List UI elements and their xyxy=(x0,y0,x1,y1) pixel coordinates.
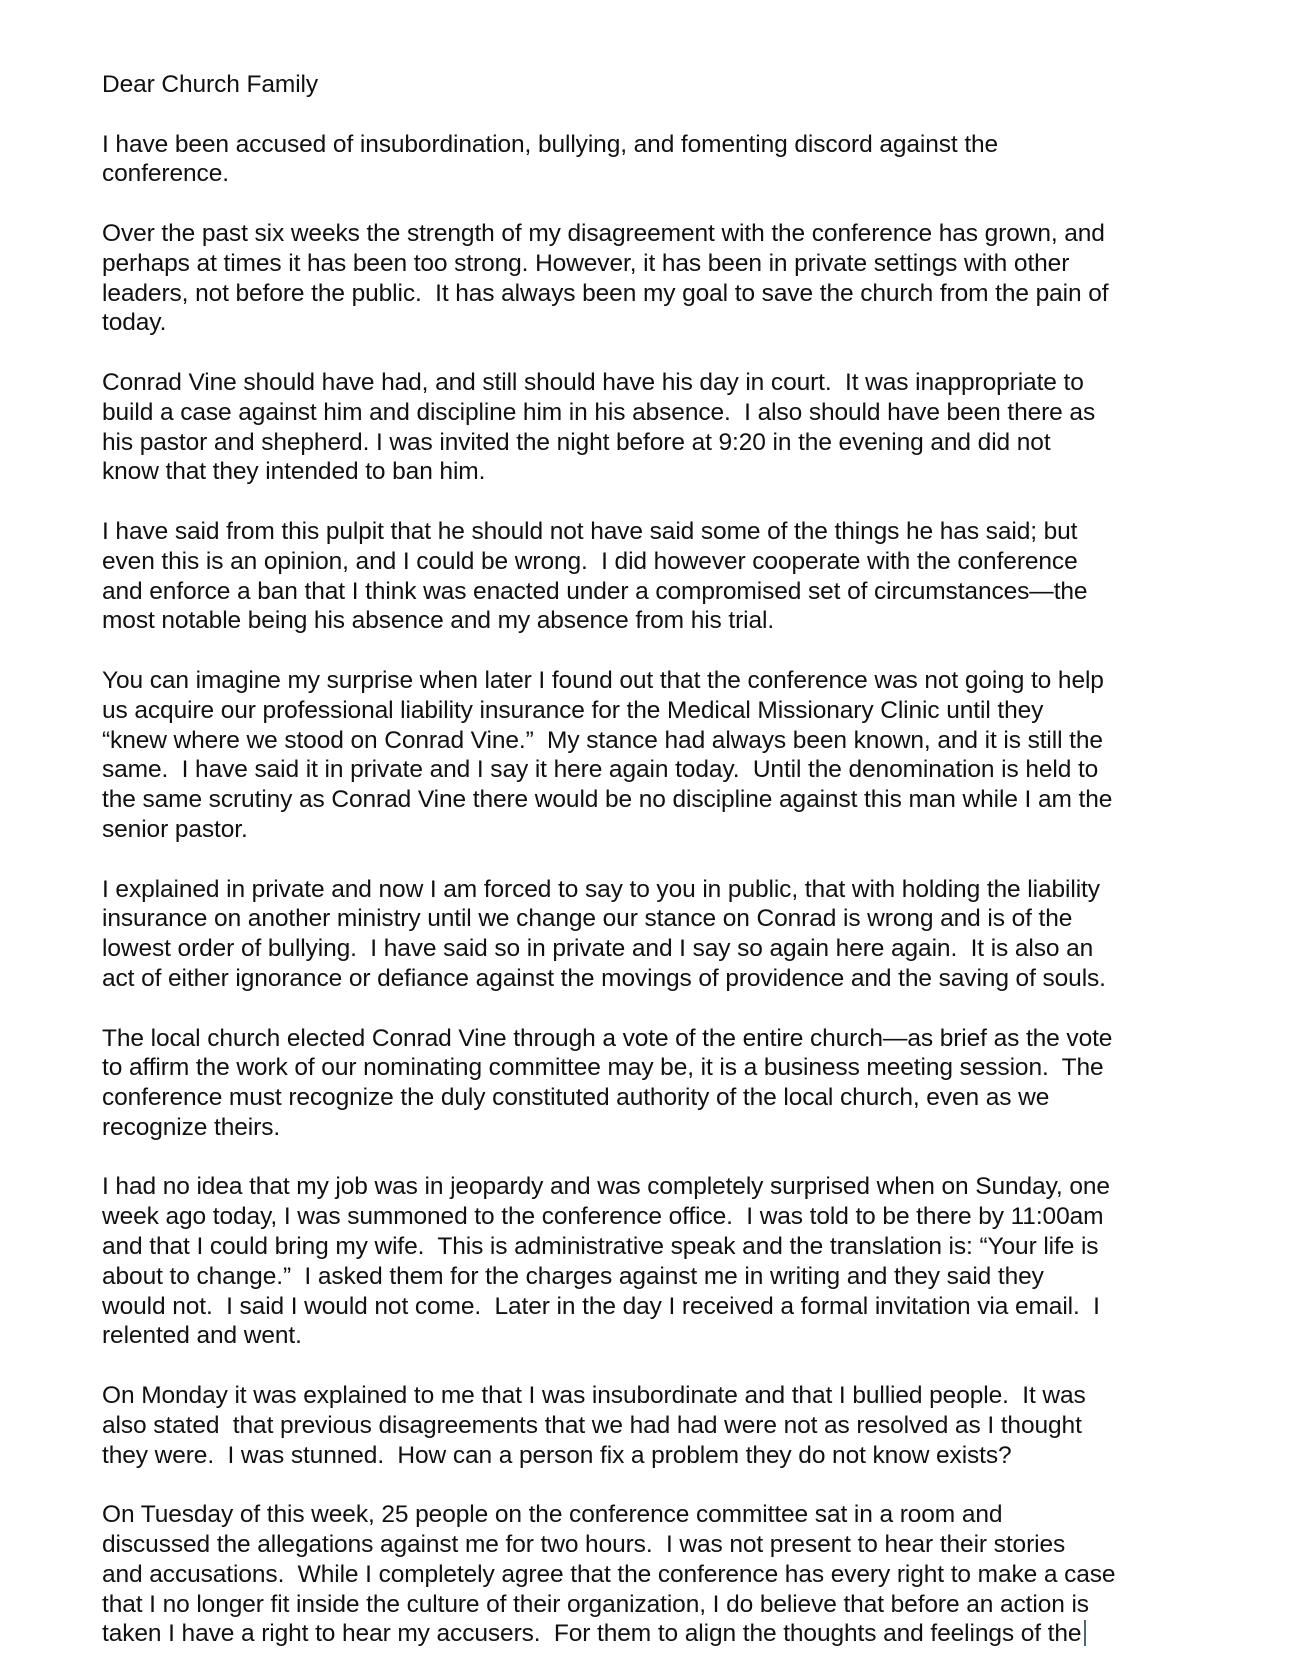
salutation-text: Dear Church Family xyxy=(102,71,319,98)
text-line: perhaps at times it has been too strong. However, it has been in private settings with other xyxy=(102,249,1070,277)
text-line: On Monday it was explained to me that I was insubordinate and that I bullied people. It was xyxy=(102,1382,1086,1410)
text-line: Conrad Vine should have had, and still should have his day in court. It was inappropriate to xyxy=(102,368,1084,396)
text-line: taken I have a right to hear my accusers. For them to align the thoughts and feelings of the xyxy=(102,1620,1082,1648)
text-line: conference must recognize the duly constituted authority of the local church, even as we xyxy=(102,1084,1050,1112)
text-line: I have said from this pulpit that he should not have said some of the things he has said; but xyxy=(102,517,1078,545)
text-line: You can imagine my surprise when later I found out that the conference was not going to help xyxy=(102,666,1104,694)
text-line: us acquire our professional liability insurance for the Medical Missionary Clinic until they xyxy=(102,696,1044,724)
paragraph-5 xyxy=(102,666,1262,845)
paragraph-7 xyxy=(102,1024,1262,1143)
text-line: I have been accused of insubordination, bullying, and fomenting discord against the xyxy=(102,130,999,158)
text-line: and accusations. While I completely agree that the conference has every right to make a case xyxy=(102,1560,1116,1588)
text-line: same. I have said it in private and I say it here again today. Until the denomination is held to xyxy=(102,756,1099,784)
salutation xyxy=(102,70,1262,100)
text-line: I explained in private and now I am forced to say to you in public, that with holding the liability xyxy=(102,875,1100,903)
paragraph-3 xyxy=(102,368,1262,487)
text-line: week ago today, I was summoned to the conference office. I was told to be there by 11:00am xyxy=(102,1203,1104,1231)
text-line: they were. I was stunned. How can a person fix a problem they do not know exists? xyxy=(102,1441,1012,1469)
paragraph-1 xyxy=(102,130,1262,190)
text-line: even this is an opinion, and I could be wrong. I did however cooperate with the conference xyxy=(102,547,1078,575)
paragraph-9 xyxy=(102,1381,1262,1470)
paragraph-8 xyxy=(102,1172,1262,1351)
text-line: relented and went. xyxy=(102,1322,302,1350)
text-cursor xyxy=(1084,1620,1086,1646)
text-line: know that they intended to ban him. xyxy=(102,458,486,486)
paragraph-2 xyxy=(102,219,1262,338)
text-line: On Tuesday of this week, 25 people on the conference committee sat in a room and xyxy=(102,1501,1003,1529)
paragraph-6 xyxy=(102,875,1262,994)
text-line: and enforce a ban that I think was enacted under a compromised set of circumstances—the xyxy=(102,577,1088,605)
text-line: insurance on another ministry until we change our stance on Conrad is wrong and is of the xyxy=(102,905,1073,933)
text-line: build a case against him and discipline him in his absence. I also should have been there as xyxy=(102,398,1096,426)
text-line: that I no longer fit inside the culture of their organization, I do believe that before an action is xyxy=(102,1590,1089,1618)
last-line xyxy=(102,1619,1262,1649)
text-line: the same scrutiny as Conrad Vine there would be no discipline against this man while I am the xyxy=(102,786,1113,814)
text-line: senior pastor. xyxy=(102,815,248,843)
text-line: leaders, not before the public. It has always been my goal to save the church from the pain of xyxy=(102,279,1109,307)
document-body[interactable] xyxy=(102,70,1262,1679)
text-line: about to change.” I asked them for the charges against me in writing and they said they xyxy=(102,1262,1044,1290)
text-line: and that I could bring my wife. This is administrative speak and the translation is: “Your life is xyxy=(102,1233,1099,1261)
paragraph-10 xyxy=(102,1500,1262,1649)
text-line: his pastor and shepherd. I was invited the night before at 9:20 in the evening and did not xyxy=(102,428,1051,456)
text-line: recognize theirs. xyxy=(102,1113,281,1141)
text-line: Over the past six weeks the strength of my disagreement with the conference has grown, and xyxy=(102,219,1105,247)
text-line: The local church elected Conrad Vine through a vote of the entire church—as brief as the vote xyxy=(102,1024,1113,1052)
paragraph-4 xyxy=(102,517,1262,636)
text-line: act of either ignorance or defiance against the movings of providence and the saving of souls. xyxy=(102,964,1106,992)
text-line: lowest order of bullying. I have said so in private and I say so again here again. It is also an xyxy=(102,935,1094,963)
text-line: to affirm the work of our nominating committee may be, it is a business meeting session. The xyxy=(102,1054,1104,1082)
text-line: would not. I said I would not come. Later in the day I received a formal invitation via email. I xyxy=(102,1292,1100,1320)
text-line: conference. xyxy=(102,160,229,188)
text-line: also stated that previous disagreements that we had had were not as resolved as I thought xyxy=(102,1411,1082,1439)
text-line: discussed the allegations against me for two hours. I was not present to hear their stories xyxy=(102,1531,1066,1559)
text-line: “knew where we stood on Conrad Vine.” My stance had always been known, and it is still the xyxy=(102,726,1103,754)
text-line: most notable being his absence and my absence from his trial. xyxy=(102,607,775,635)
text-line: today. xyxy=(102,309,167,337)
text-line: I had no idea that my job was in jeopardy and was completely surprised when on Sunday, one xyxy=(102,1173,1110,1201)
